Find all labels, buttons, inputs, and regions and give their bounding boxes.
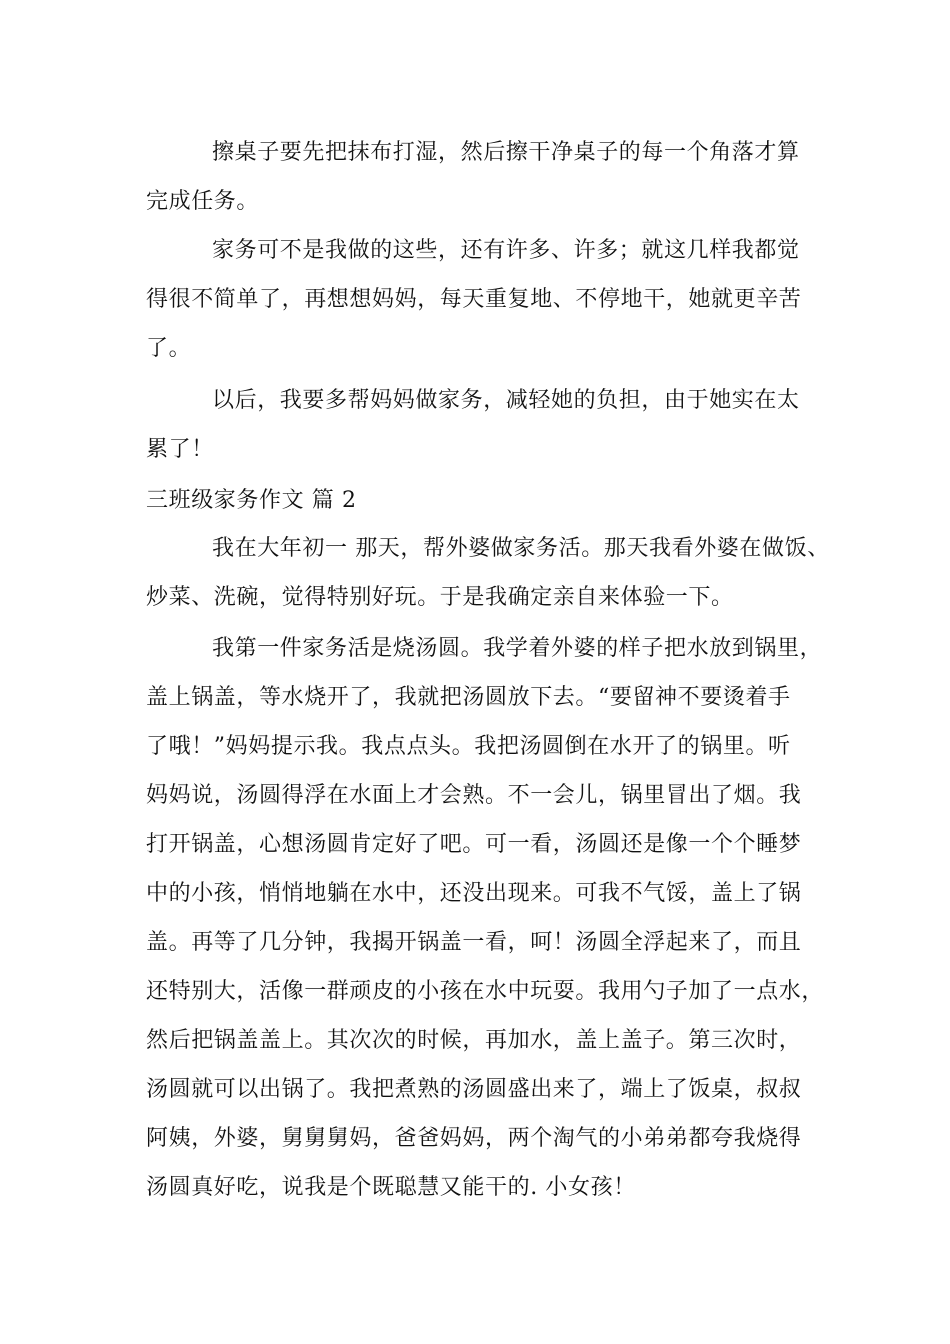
paragraph-line: 累了！	[146, 437, 214, 462]
paragraph-line: 阿姨，外婆，舅舅舅妈，爸爸妈妈，两个淘气的小弟弟都夸我烧得	[146, 1126, 802, 1151]
paragraph-line: 炒菜、洗碗，觉得特别好玩。于是我确定亲自来体验一下。	[146, 585, 734, 610]
paragraph-line: 盖上锅盖，等水烧开了，我就把汤圆放下去。“要留神不要烫着手	[146, 685, 791, 710]
paragraph-help-mom	[146, 376, 806, 474]
paragraph-new-year	[146, 524, 830, 622]
paragraph-line: 汤圆真好吃，说我是个既聪慧又能干的. 小女孩！	[146, 1175, 636, 1200]
paragraph-line: 盖。再等了几分钟，我揭开锅盖一看，呵！汤圆全浮起来了，而且	[146, 930, 802, 955]
paragraph-line: 我在大年初一 那天，帮外婆做家务活。那天我看外婆在做饭、	[212, 536, 830, 561]
paragraph-housework-hard	[146, 226, 806, 373]
paragraph-line: 完成任务。	[146, 189, 260, 214]
paragraph-wipe-table	[146, 128, 806, 226]
paragraph-line: 还特别大，活像一群顽皮的小孩在水中玩耍。我用勺子加了一点水，	[146, 979, 825, 1004]
paragraph-cook-tangyuan	[146, 624, 825, 1212]
section-title: 三班级家务作文 篇 2	[146, 488, 357, 513]
paragraph-line: 了。	[146, 336, 192, 361]
paragraph-line: 得很不简单了，再想想妈妈，每天重复地、不停地干，她就更辛苦	[146, 287, 802, 312]
paragraph-line: 擦桌子要先把抹布打湿，然后擦干净桌子的每一个角落才算	[212, 140, 800, 165]
paragraph-line: 中的小孩，悄悄地躺在水中，还没出现来。可我不气馁，盖上了锅	[146, 881, 802, 906]
paragraph-line: 打开锅盖，心想汤圆肯定好了吧。可一看，汤圆还是像一个个睡梦	[146, 832, 802, 857]
paragraph-line: 了哦！”妈妈提示我。我点点头。我把汤圆倒在水开了的锅里。听	[146, 734, 791, 759]
paragraph-line: 家务可不是我做的这些，还有许多、许多；就这几样我都觉	[212, 238, 800, 263]
paragraph-line: 我第一件家务活是烧汤圆。我学着外婆的样子把水放到锅里，	[212, 636, 823, 661]
paragraph-line: 以后，我要多帮妈妈做家务，减轻她的负担，由于她实在太	[212, 388, 800, 413]
section-heading	[146, 476, 806, 525]
paragraph-line: 妈妈说，汤圆得浮在水面上才会熟。不一会儿，锅里冒出了烟。我	[146, 783, 802, 808]
paragraph-line: 汤圆就可以出锅了。我把煮熟的汤圆盛出来了，端上了饭桌，叔叔	[146, 1077, 802, 1102]
paragraph-line: 然后把锅盖盖上。其次次的时候，再加水，盖上盖子。第三次时，	[146, 1028, 802, 1053]
